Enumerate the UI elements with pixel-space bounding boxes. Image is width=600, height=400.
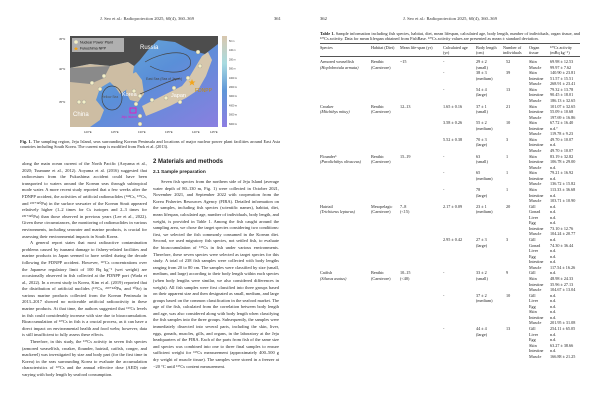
calculated-age: -: [443, 326, 445, 331]
organ-tissue: Intestine: [529, 109, 544, 115]
organ-tissue: Muscle: [529, 181, 542, 187]
table-body: [300, 59, 600, 359]
organ-tissue: Gill: [529, 203, 536, 209]
header-lifespan: Mean life-span (yr): [400, 45, 433, 50]
size-class: (large): [476, 242, 488, 248]
organ-tissue: Intestine: [529, 192, 544, 198]
cs137-activity: 113.33 ± 36.68: [550, 186, 576, 192]
depth-label: 5000 m: [229, 113, 237, 117]
cs137-activity: 55.09 ± 10.68: [550, 109, 574, 115]
cs137-activity: n.d.: [550, 331, 557, 337]
cs137-activity: n.d.: [550, 309, 557, 315]
number-of-individuals: 1: [506, 153, 509, 159]
cs137-activity: n.d.: [550, 214, 557, 220]
habitat: Benthic: [371, 153, 385, 159]
table-row-group: [300, 237, 600, 270]
lifespan: 10–15: [400, 270, 411, 276]
diet: (Carnivore): [371, 275, 391, 281]
cs137-activity: 101.07 ± 32.65: [550, 103, 576, 109]
organ-tissue: Muscle: [529, 198, 542, 204]
legend-npp: Nuclear Power Plant: [80, 40, 113, 45]
cs137-activity: n.d.: [550, 348, 557, 354]
body-length: 70 ± 3: [476, 136, 487, 142]
species-scientific-name: (Silurus asotus): [320, 275, 347, 281]
calculated-age: -: [443, 59, 445, 64]
table-row-group: [300, 137, 600, 154]
header-organ: Organ tissue: [529, 45, 540, 55]
body-length: 37 ± 1: [476, 103, 487, 109]
body-length: 33 ± 2: [476, 270, 487, 276]
cs137-activity: 268.91 ± 23.41: [550, 81, 576, 87]
calculated-age: -: [443, 86, 445, 92]
cs137-activity: n.d.: [550, 337, 557, 343]
depth-label: 6000 m: [229, 122, 237, 126]
organ-tissue: Skin: [529, 309, 537, 315]
body-length: 63: [476, 153, 481, 159]
organ-tissue: Skin: [529, 153, 537, 159]
body-length: 78: [476, 186, 481, 192]
size-class: (medium): [476, 125, 493, 131]
species-scientific-name: (Hoplobrotula armata): [320, 64, 359, 70]
lifespan-note: (<40): [400, 275, 410, 281]
table-row-group: [300, 59, 600, 70]
cs137-activity: 186.13 ± 32.65: [550, 97, 576, 103]
size-class: (small): [476, 275, 488, 281]
cs137-activity: 83.19 ± 32.82: [550, 153, 574, 159]
body-length: 38 ± 3: [476, 70, 487, 76]
cs137-activity: n.d.: [550, 253, 557, 259]
body-length: 37 ± 2: [476, 292, 487, 298]
number-of-individuals: 13: [506, 326, 511, 331]
organ-tissue: Muscle: [529, 148, 542, 153]
organ-tissue: Skin: [529, 342, 537, 348]
legend-fukushima: Fukushima NPP: [80, 46, 106, 51]
cs137-activity: 99.97 ± 7.62: [550, 64, 572, 70]
header-number: Number of individuals: [503, 45, 522, 55]
depth-label: 100 m: [229, 49, 236, 53]
depth-label: 50 m: [229, 40, 235, 43]
header-length: Body length (cm): [476, 45, 497, 55]
number-of-individuals: 21: [506, 103, 511, 109]
number-of-individuals: 13: [506, 86, 511, 92]
table-row-group: [300, 70, 600, 87]
lat-tick: 45°N: [59, 37, 66, 41]
cs137-activity: 197.69 ± 16.86: [550, 114, 576, 120]
size-class: (medium): [476, 209, 493, 215]
organ-tissue: Liver: [529, 331, 539, 337]
cs137-activity: n.d.: [550, 203, 557, 209]
organ-tissue: Egg: [529, 220, 536, 226]
cs137-activity: n.d.: [550, 142, 557, 148]
body-length: 65: [476, 170, 481, 176]
species-name: Catfish: [320, 270, 333, 276]
species-scientific-name: (Trichiurus lepturus): [320, 209, 356, 215]
table-caption: Table 1. Sample information including fish species, habitat, diet, mean lifespan, calculated age, body length, number of individuals, organ tissue, and ¹³⁷Cs activity. Data for mean lifespan obtained from FishBase. ¹³⁷Cs activity values are presented as mean ± standard deviation.: [320, 31, 580, 42]
calculated-age: 5.52 ± 0.38: [443, 136, 463, 142]
organ-tissue: Gonad: [529, 242, 541, 248]
organ-tissue: Gill: [529, 237, 536, 242]
page-362: [300, 0, 600, 400]
calculated-age: 2.95 ± 0.42: [443, 237, 463, 242]
cs137-activity: 67.72 ± 16.40: [550, 120, 574, 126]
lat-tick: 35°N: [59, 100, 66, 104]
running-head: J. Seo et al.: Radioprotection 2025, 60(4), 360–369: [100, 16, 195, 21]
number-of-individuals: 3: [506, 237, 509, 242]
label-japan: Japan: [171, 93, 186, 99]
lifespan-note: (<15): [400, 209, 410, 215]
organ-tissue: Intestine: [529, 259, 544, 265]
species-name: Armored weaselfish: [320, 59, 354, 64]
figure-caption: Fig. 1. The sampling region, Jeju Island, seas surrounding Korean Peninsula and locations of major nuclear power plant facilities around East Asia countries including South Korea. The current map is modified from Park et al. (2013).: [20, 139, 280, 150]
table-row-group: [300, 270, 600, 292]
organ-tissue: Gill: [529, 326, 536, 331]
lifespan: 7–8: [400, 203, 407, 209]
species-name: Flounderᵇ: [320, 153, 337, 159]
calculated-age: 1.65 ± 0.16: [443, 103, 463, 109]
number-of-individuals: 39: [506, 70, 511, 76]
cs137-activity: n.d.: [550, 303, 557, 309]
table-top-rule: [320, 43, 580, 44]
number-of-individuals: 20: [506, 203, 511, 209]
organ-tissue: Muscle: [529, 231, 542, 237]
organ-tissue: Egg: [529, 303, 536, 309]
organ-tissue: Intestine: [529, 142, 544, 148]
organ-tissue: Muscle: [529, 264, 542, 270]
organ-tissue: Muscle: [529, 97, 542, 103]
cs137-activity: 136.72 ± 15.82: [550, 181, 576, 187]
size-class: (large): [476, 92, 488, 98]
organ-tissue: Intestine: [529, 175, 544, 181]
size-class: (large): [476, 192, 488, 198]
table-row-group: [300, 170, 600, 187]
number-of-individuals: 3: [506, 136, 509, 142]
organ-tissue: Intestine: [529, 75, 544, 81]
organ-tissue: Skin: [529, 120, 537, 126]
table-row-group: [300, 204, 600, 237]
organ-tissue: Egg: [529, 337, 536, 343]
right-column-text: Seven fish species from the northern side of Jeju Island (average water depth of 80–130 m, Fig. 1) were collected in October 2021, November 2021, and September 2022 with cooperation from the Korea Fisheries Resources Agency (FIRA). Detailed information on the samples, including fish species (scientific names), habitat, diet, mean lifespan, calculated age, number of individuals, body length, and weight, is provided in Table 1. Among the fish caught around the sampling area, we chose the target species considering two conditions: first, we selected the fish commonly consumed in the Korean diet. Second, we used migratory fish species, not settled fish, to evaluate the bioaccumulation of ¹³⁷Cs in fish under various environments. Therefore, these seven species were selected as target species for this study. A total of 238 fish samples were collected with body lengths ranging from 20 to 80 cm. The samples were classified by size (small, medium, and large) according to their body length within each species (when body lengths were similar, we also considered differences in weight). All fish samples were first classified into three groups based on their apparent size and then designated as small, medium, and large groups based on the common classification in the seafood market. The age of the fish, calculated from the correlation between body length and age, was also considered along with body length when classifying the fish samples into the three groups. Subsequently, the samples were immediately dissected into several parts, including the skin, liver, eggs, gonads, muscles, gills, and organs, in the laboratory at the Jeju headquarters of the FIRA. Each of the parts from fish of the same size and species was combined into one to three final samples to ensure sufficient weight for ¹³⁷Cs measurement (approximately 400–500 g dry weight of muscle tissue). The samples were stored in a freezer at −20 °C until ¹³⁷Cs content measurement.: [153, 179, 279, 369]
label-jeju: Jeju Island: [121, 115, 137, 119]
calculated-age: 2.17 ± 0.09: [443, 203, 463, 209]
organ-tissue: Liver: [529, 298, 539, 304]
organ-tissue: Skin: [529, 70, 537, 76]
page-number: 361: [274, 16, 281, 21]
cs137-activity: 104.67 ± 13.04: [550, 287, 576, 293]
cs137-activity: 49.70 ± 10.07: [550, 148, 574, 153]
depth-label: 3000 m: [229, 95, 237, 99]
organ-tissue: Muscle: [529, 114, 542, 120]
cs137-activity: 51.57 ± 15.51: [550, 75, 574, 81]
cs137-activity: 74.30 ± 36.44: [550, 242, 574, 248]
organ-tissue: Skin: [529, 186, 537, 192]
organ-tissue: Skin: [529, 136, 537, 142]
diet: (Carnivore): [371, 209, 391, 215]
cs137-activity: n.d.: [550, 259, 557, 265]
cs137-activity: 201.95 ± 31.08: [550, 320, 576, 326]
calculated-age: -: [443, 153, 445, 159]
organ-tissue: Muscle: [529, 164, 542, 170]
diet: (Carnivore): [371, 109, 391, 115]
size-class: (large): [476, 331, 488, 337]
section-heading: 2 Materials and methods: [153, 159, 224, 165]
organ-tissue: Muscle: [529, 320, 542, 326]
diet: (Carnivore): [371, 64, 391, 70]
organ-tissue: Skin: [529, 170, 537, 176]
habitat: Benthic: [371, 59, 385, 64]
organ-tissue: Intestine: [529, 125, 544, 131]
number-of-individuals: 9: [506, 270, 509, 276]
cs137-activity: n.d.: [550, 292, 557, 298]
calculated-age: -: [443, 170, 445, 176]
left-column-text: along the main ocean current of the North Pacific (Aoyama et al., 2020; Tsumune et al., 2012). Aoyama et al. (2016) suggested that radiocesium from the Fukushima accident could have been transported to waters around the Korean seas through subtropical mode water. A more recent study reported that a few weeks after the FDNPP accident, the activities of artificial radionuclides (¹³⁴Cs, ¹³⁷Cs, and ²³⁹⁺²⁴⁰Pu) in the surface seawater of the Korean Strait appeared relatively higher (1–2 times for Cs isotopes and 2–3 times for ²³⁹⁺²⁴⁰Pu) than those observed in previous years (Lee et al., 2022). Given these circumstances, the monitoring of radionuclides in various environments, including seawater and marine products, is crucial for assessing their environmental impacts in South Korea. A general report states that most radioactive contamination problems caused by tsunami damage to fishery-related facilities and marine products in Japan seemed to have settled during the decade following the FDNPP accident. However, ¹³⁷Cs concentrations over the Japanese regulatory limit of 100 Bq kg⁻¹ (wet weight) are occasionally observed in fish collected at the FDNPP port (Wada et al., 2022). In a recent study in Korea, Kim et al. (2019) reported that the distribution of artificial nuclides (¹³⁷Cs, ²³⁹⁺²⁴⁰Pu, and ⁹⁰Sr) in various marine products collected from the Korean Peninsula in 2013–2017 showed no noticeable artificial radioactivity in these marine products. At that time, the authors suggested that ¹³⁷Cs levels in fish could considerably increase with size due to bioaccumulation. Bioaccumulation of ¹³⁷Cs in fish is a crucial process, as it can have a direct impact on environmental health and food webs; however, data is still insufficient to fully assess these effects. Therefore, in this study, the ¹³⁷Cs activity in seven fish species (armored weaselfish, croaker, flounder, hairtail, catfish, conger, and mackerel) was investigated by size and body part (for the first time in Korea) in the seas surrounding Korea to evaluate the accumulation characteristics of ¹³⁷Cs and the annual effective dose (AED) rate varying with body length by seafood consumption.: [22, 161, 147, 377]
depth-label: 2000 m: [229, 86, 237, 89]
cs137-activity: n.d.: [550, 248, 557, 254]
organ-tissue: Gill: [529, 270, 536, 276]
cs137-activity: n.d.: [550, 298, 557, 304]
header-species: Species: [320, 45, 333, 50]
lon-tick: 135°E: [165, 130, 173, 134]
calculated-age: -: [443, 70, 445, 76]
table-row-group: [300, 293, 600, 326]
size-class: (medium): [476, 75, 493, 81]
cs137-activity: 69.98 ± 12.53: [550, 59, 574, 64]
label-china: China: [73, 112, 89, 118]
organ-tissue: Skin: [529, 275, 537, 281]
cs137-activity: n.d.: [550, 164, 557, 170]
organ-tissue: Muscle: [529, 64, 542, 70]
cs137-activity: 49.70 ± 10.07: [550, 136, 574, 142]
organ-tissue: Gill: [529, 292, 536, 298]
body-length: 55 ± 2: [476, 120, 487, 126]
cs137-activity: 166.88 ± 21.25: [550, 353, 576, 359]
organ-tissue: Gonad: [529, 209, 541, 215]
table-row-group: [300, 120, 600, 137]
organ-tissue: Muscle: [529, 353, 542, 359]
organ-tissue: Intestine: [529, 348, 544, 354]
habitat: Benthic: [371, 270, 385, 276]
lifespan: ~15: [400, 59, 407, 64]
label-fdnpp: FDNPP: [195, 88, 212, 94]
size-class: (medium): [476, 175, 493, 181]
habitat: Benthic: [371, 103, 385, 109]
cs137-activity: n.d.: [550, 175, 557, 181]
label-korea: Korea: [122, 92, 137, 98]
cs137-activity: 117.54 ± 16.26: [550, 264, 576, 270]
organ-tissue: Intestine: [529, 225, 544, 231]
label-east-sea: East Sea (Sea of Japan): [146, 77, 182, 81]
cs137-activity: n.d.: [550, 314, 557, 320]
size-class: (medium): [476, 298, 493, 304]
body-length: 23 ± 1: [476, 203, 487, 209]
body-length: 54 ± 4: [476, 86, 487, 92]
cs137-activity: 63.27 ± 38.66: [550, 342, 574, 348]
header-activity: ¹³⁷Cs activity (mBq kg⁻¹): [550, 45, 572, 55]
organ-tissue: Liver: [529, 248, 539, 254]
table-row-group: [300, 87, 600, 104]
body-length: 44 ± 4: [476, 326, 487, 331]
organ-tissue: Skin: [529, 103, 537, 109]
number-of-individuals: 1: [506, 170, 509, 176]
habitat: Mesopelagic: [371, 203, 393, 209]
size-class: (large): [476, 142, 488, 148]
calculated-age: 3.58 ± 0.26: [443, 120, 463, 126]
table-header-rule: [320, 56, 580, 57]
cs137-activity: n.d.: [550, 209, 557, 215]
number-of-individuals: 1: [506, 186, 509, 192]
cs137-activity: n.d.: [550, 270, 557, 276]
cs137-activity: 79.32 ± 13.78: [550, 86, 574, 92]
cs137-activity: 35.96 ± 27.13: [550, 281, 574, 287]
lon-tick: 140°E: [192, 130, 200, 134]
lifespan: 12–13: [400, 103, 411, 109]
table-row-group: [300, 104, 600, 121]
organ-tissue: Skin: [529, 59, 537, 64]
cs137-activity: n.d.: [550, 192, 557, 198]
running-head: J. Seo et al.: Radioprotection 2025, 60(4), 360–369: [403, 16, 498, 21]
size-class: (small): [476, 159, 488, 165]
lon-tick: 125°E: [111, 130, 119, 134]
page-number: 362: [320, 16, 327, 21]
figure-1-map: [58, 36, 245, 136]
lon-tick: 145°E: [210, 130, 218, 134]
cs137-activity: 119.78 ± 9.23: [550, 131, 574, 137]
depth-label: 1000 m: [229, 76, 237, 80]
table-row-group: [300, 187, 600, 204]
header-habitat: Habitat (Diet): [371, 45, 395, 50]
body-length: 29 ± 2: [476, 59, 487, 64]
cs137-activity: 106.78 ± 29.00: [550, 159, 576, 165]
table-row-group: [300, 154, 600, 171]
species-scientific-name: (Paralichthys olivaceus): [320, 159, 362, 165]
size-class: (small): [476, 64, 488, 70]
diet: (Carnivore): [371, 159, 391, 165]
table-row-group: [300, 326, 600, 359]
lon-tick: 130°E: [138, 130, 146, 134]
cs137-activity: 104.24 ± 20.77: [550, 231, 576, 237]
cs137-activity: 79.21 ± 16.92: [550, 170, 574, 176]
cs137-activity: 73.10 ± 12.76: [550, 225, 574, 231]
species-name: Croaker: [320, 103, 334, 109]
number-of-individuals: 52: [506, 59, 511, 64]
species-scientific-name: (Miichthys miiuy): [320, 109, 350, 115]
label-russia: Russia: [140, 45, 159, 51]
calculated-age: -: [443, 270, 445, 276]
header-age: Calculated age (yr): [443, 45, 468, 55]
depth-colorbar: [222, 36, 227, 127]
label-yellow-sea: Yellow Sea: [102, 95, 119, 99]
depth-label: 200 m: [229, 58, 236, 62]
organ-tissue: Skin: [529, 86, 537, 92]
organ-tissue: Muscle: [529, 131, 542, 137]
lon-tick: 120°E: [84, 130, 92, 134]
depth-label: 4000 m: [229, 104, 237, 108]
organ-tissue: Intestine: [529, 159, 544, 165]
cs137-activity: n.d.: [550, 220, 557, 226]
cs137-activity: 140.90 ± 23.81: [550, 70, 576, 76]
cs137-activity: 103.71 ± 10.90: [550, 198, 576, 204]
organ-tissue: Muscle: [529, 287, 542, 293]
organ-tissue: Muscle: [529, 81, 542, 87]
organ-tissue: Egg: [529, 253, 536, 259]
depth-label: 500 m: [229, 67, 236, 71]
number-of-individuals: 10: [506, 120, 511, 126]
calculated-age: -: [443, 186, 445, 192]
calculated-age: -: [443, 292, 445, 298]
body-length: 27 ± 3: [476, 237, 487, 242]
organ-tissue: Liver: [529, 214, 539, 220]
subsection-heading: 2.1 Sample preparation: [153, 170, 206, 175]
cs137-activity: n.d.: [550, 237, 557, 242]
organ-tissue: Intestine: [529, 314, 544, 320]
cs137-activity: 254.11 ± 65.05: [550, 326, 576, 331]
organ-tissue: Intestine: [529, 92, 544, 98]
cs137-activity: 48.98 ± 24.33: [550, 275, 574, 281]
cs137-activity: n.d.ª: [550, 125, 558, 131]
lifespan: 15–19: [400, 153, 411, 159]
cs137-activity: 90.45 ± 18.01: [550, 92, 574, 98]
lat-tick: 40°N: [59, 67, 66, 71]
size-class: (small): [476, 109, 488, 115]
number-of-individuals: 10: [506, 292, 511, 298]
species-name: Hairtail: [320, 203, 333, 209]
organ-tissue: Intestine: [529, 281, 544, 287]
table-row: [300, 354, 600, 360]
